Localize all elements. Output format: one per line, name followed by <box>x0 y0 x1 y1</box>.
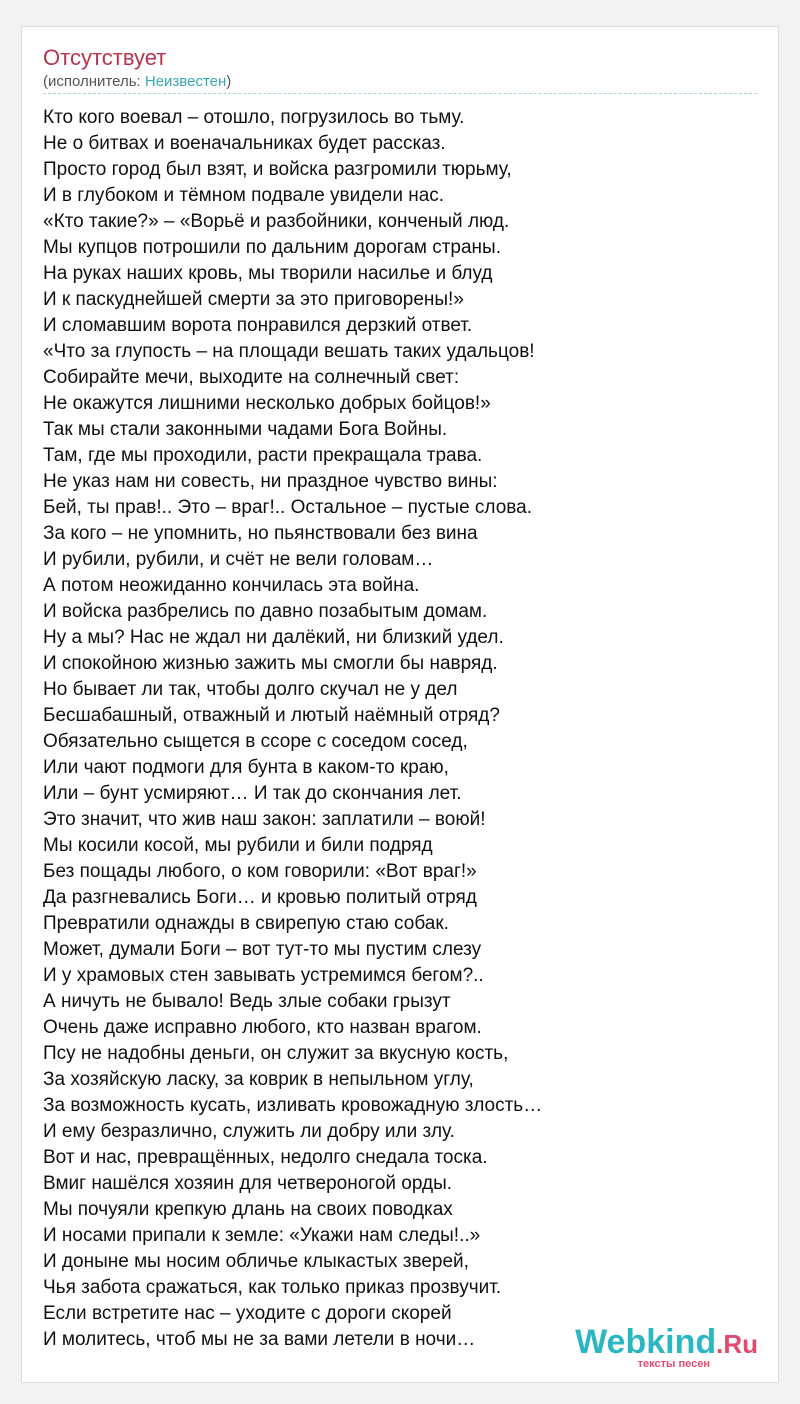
lyric-line: Просто город был взят, и войска разгромили тюрьму, <box>43 159 512 180</box>
lyric-line: И носами припали к земле: «Укажи нам следы!..» <box>43 1225 481 1246</box>
lyric-line: Чья забота сражаться, как только приказ прозвучит. <box>43 1277 502 1298</box>
artist-prefix: (исполнитель: <box>43 73 145 90</box>
lyric-line: И у храмовых стен завывать устремимся бегом?.. <box>43 965 484 986</box>
lyric-line: На руках наших кровь, мы творили насилье и блуд <box>43 263 493 284</box>
lyric-line: Бесшабашный, отважный и лютый наёмный отряд? <box>43 705 500 726</box>
lyric-line: Если встретите нас – уходите с дороги скорей <box>43 1303 452 1324</box>
lyric-line: Или – бунт усмиряют… И так до скончания лет. <box>43 783 462 804</box>
lyric-line: Мы почуяли крепкую длань на своих поводках <box>43 1199 453 1220</box>
lyric-line: За хозяйскую ласку, за коврик в непыльном углу, <box>43 1069 474 1090</box>
webkind-logo[interactable] <box>575 1324 758 1370</box>
artist-line <box>43 73 231 91</box>
artist-suffix: ) <box>226 73 232 90</box>
logo-wordmark <box>575 1324 758 1362</box>
lyric-line: За возможность кусать, изливать кровожадную злость… <box>43 1095 543 1116</box>
lyrics-text <box>43 105 542 1353</box>
lyric-line: Кто кого воевал – отошло, погрузилось во тьму. <box>43 107 465 128</box>
song-title: Отсутствует <box>43 45 167 70</box>
lyric-line: «Что за глупость – на площади вешать таких удальцов! <box>43 341 535 362</box>
lyric-line: Вмиг нашёлся хозяин для четвероногой орды. <box>43 1173 453 1194</box>
logo-tagline: тексты песен <box>637 1358 710 1370</box>
lyric-line: И к паскуднейшей смерти за это приговорены!» <box>43 289 464 310</box>
lyric-line: Или чают подмоги для бунта в каком-то краю, <box>43 757 449 778</box>
lyric-line: Бей, ты прав!.. Это – враг!.. Остальное – пустые слова. <box>43 497 533 518</box>
lyric-line: Так мы стали законными чадами Бога Войны. <box>43 419 448 440</box>
artist-link[interactable]: Неизвестен <box>144 73 227 90</box>
logo-tld: .Ru <box>716 1329 758 1359</box>
lyric-line: И спокойною жизнью зажить мы смогли бы навряд. <box>43 653 498 674</box>
lyric-line: Мы купцов потрошили по дальним дорогам страны. <box>43 237 501 258</box>
lyric-line: Превратили однажды в свирепую стаю собак. <box>43 913 449 934</box>
lyric-line: Не указ нам ни совесть, ни праздное чувство вины: <box>43 471 498 492</box>
lyric-line: Обязательно сыщется в ссоре с соседом сосед, <box>43 731 468 752</box>
lyric-line: Но бывает ли так, чтобы долго скучал не у дел <box>43 679 458 700</box>
lyric-line: А ничуть не бывало! Ведь злые собаки грызут <box>43 991 451 1012</box>
lyric-line: И молитесь, чтоб мы не за вами летели в ночи… <box>43 1329 476 1350</box>
lyric-line: Без пощады любого, о ком говорили: «Вот враг!» <box>43 861 477 882</box>
lyric-line: Не окажутся лишними несколько добрых бойцов!» <box>43 393 491 414</box>
lyric-line: За кого – не упомнить, но пьянствовали без вина <box>43 523 478 544</box>
lyric-line: И ему безразлично, служить ли добру или злу. <box>43 1121 455 1142</box>
lyric-line: Собирайте мечи, выходите на солнечный свет: <box>43 367 460 388</box>
lyric-line: Псу не надобны деньги, он служит за вкусную кость, <box>43 1043 509 1064</box>
lyric-line: И войска разбрелись по давно позабытым домам. <box>43 601 488 622</box>
lyric-line: Мы косили косой, мы рубили и били подряд <box>43 835 433 856</box>
lyric-line: И рубили, рубили, и счёт не вели головам… <box>43 549 434 570</box>
lyric-line: И в глубоком и тёмном подвале увидели нас. <box>43 185 445 206</box>
lyric-line: И сломавшим ворота понравился дерзкий ответ. <box>43 315 473 336</box>
dashed-divider <box>43 93 757 94</box>
lyric-line: «Кто такие?» – «Ворьё и разбойники, конченый люд. <box>43 211 510 232</box>
lyric-line: И доныне мы носим обличье клыкастых зверей, <box>43 1251 469 1272</box>
lyric-line: Это значит, что жив наш закон: заплатили – воюй! <box>43 809 486 830</box>
lyric-line: Может, думали Боги – вот тут-то мы пустим слезу <box>43 939 482 960</box>
lyric-line: Да разгневались Боги… и кровью политый отряд <box>43 887 477 908</box>
lyric-line: Не о битвах и военачальниках будет рассказ. <box>43 133 446 154</box>
lyric-line: Там, где мы проходили, расти прекращала трава. <box>43 445 483 466</box>
lyric-line: Вот и нас, превращённых, недолго снедала тоска. <box>43 1147 488 1168</box>
lyric-line: Очень даже исправно любого, кто назван врагом. <box>43 1017 482 1038</box>
lyric-line: А потом неожиданно кончилась эта война. <box>43 575 420 596</box>
lyrics-card <box>21 26 779 1383</box>
lyric-line: Ну а мы? Нас не ждал ни далёкий, ни близкий удел. <box>43 627 504 648</box>
logo-name: Webkind <box>575 1323 717 1361</box>
